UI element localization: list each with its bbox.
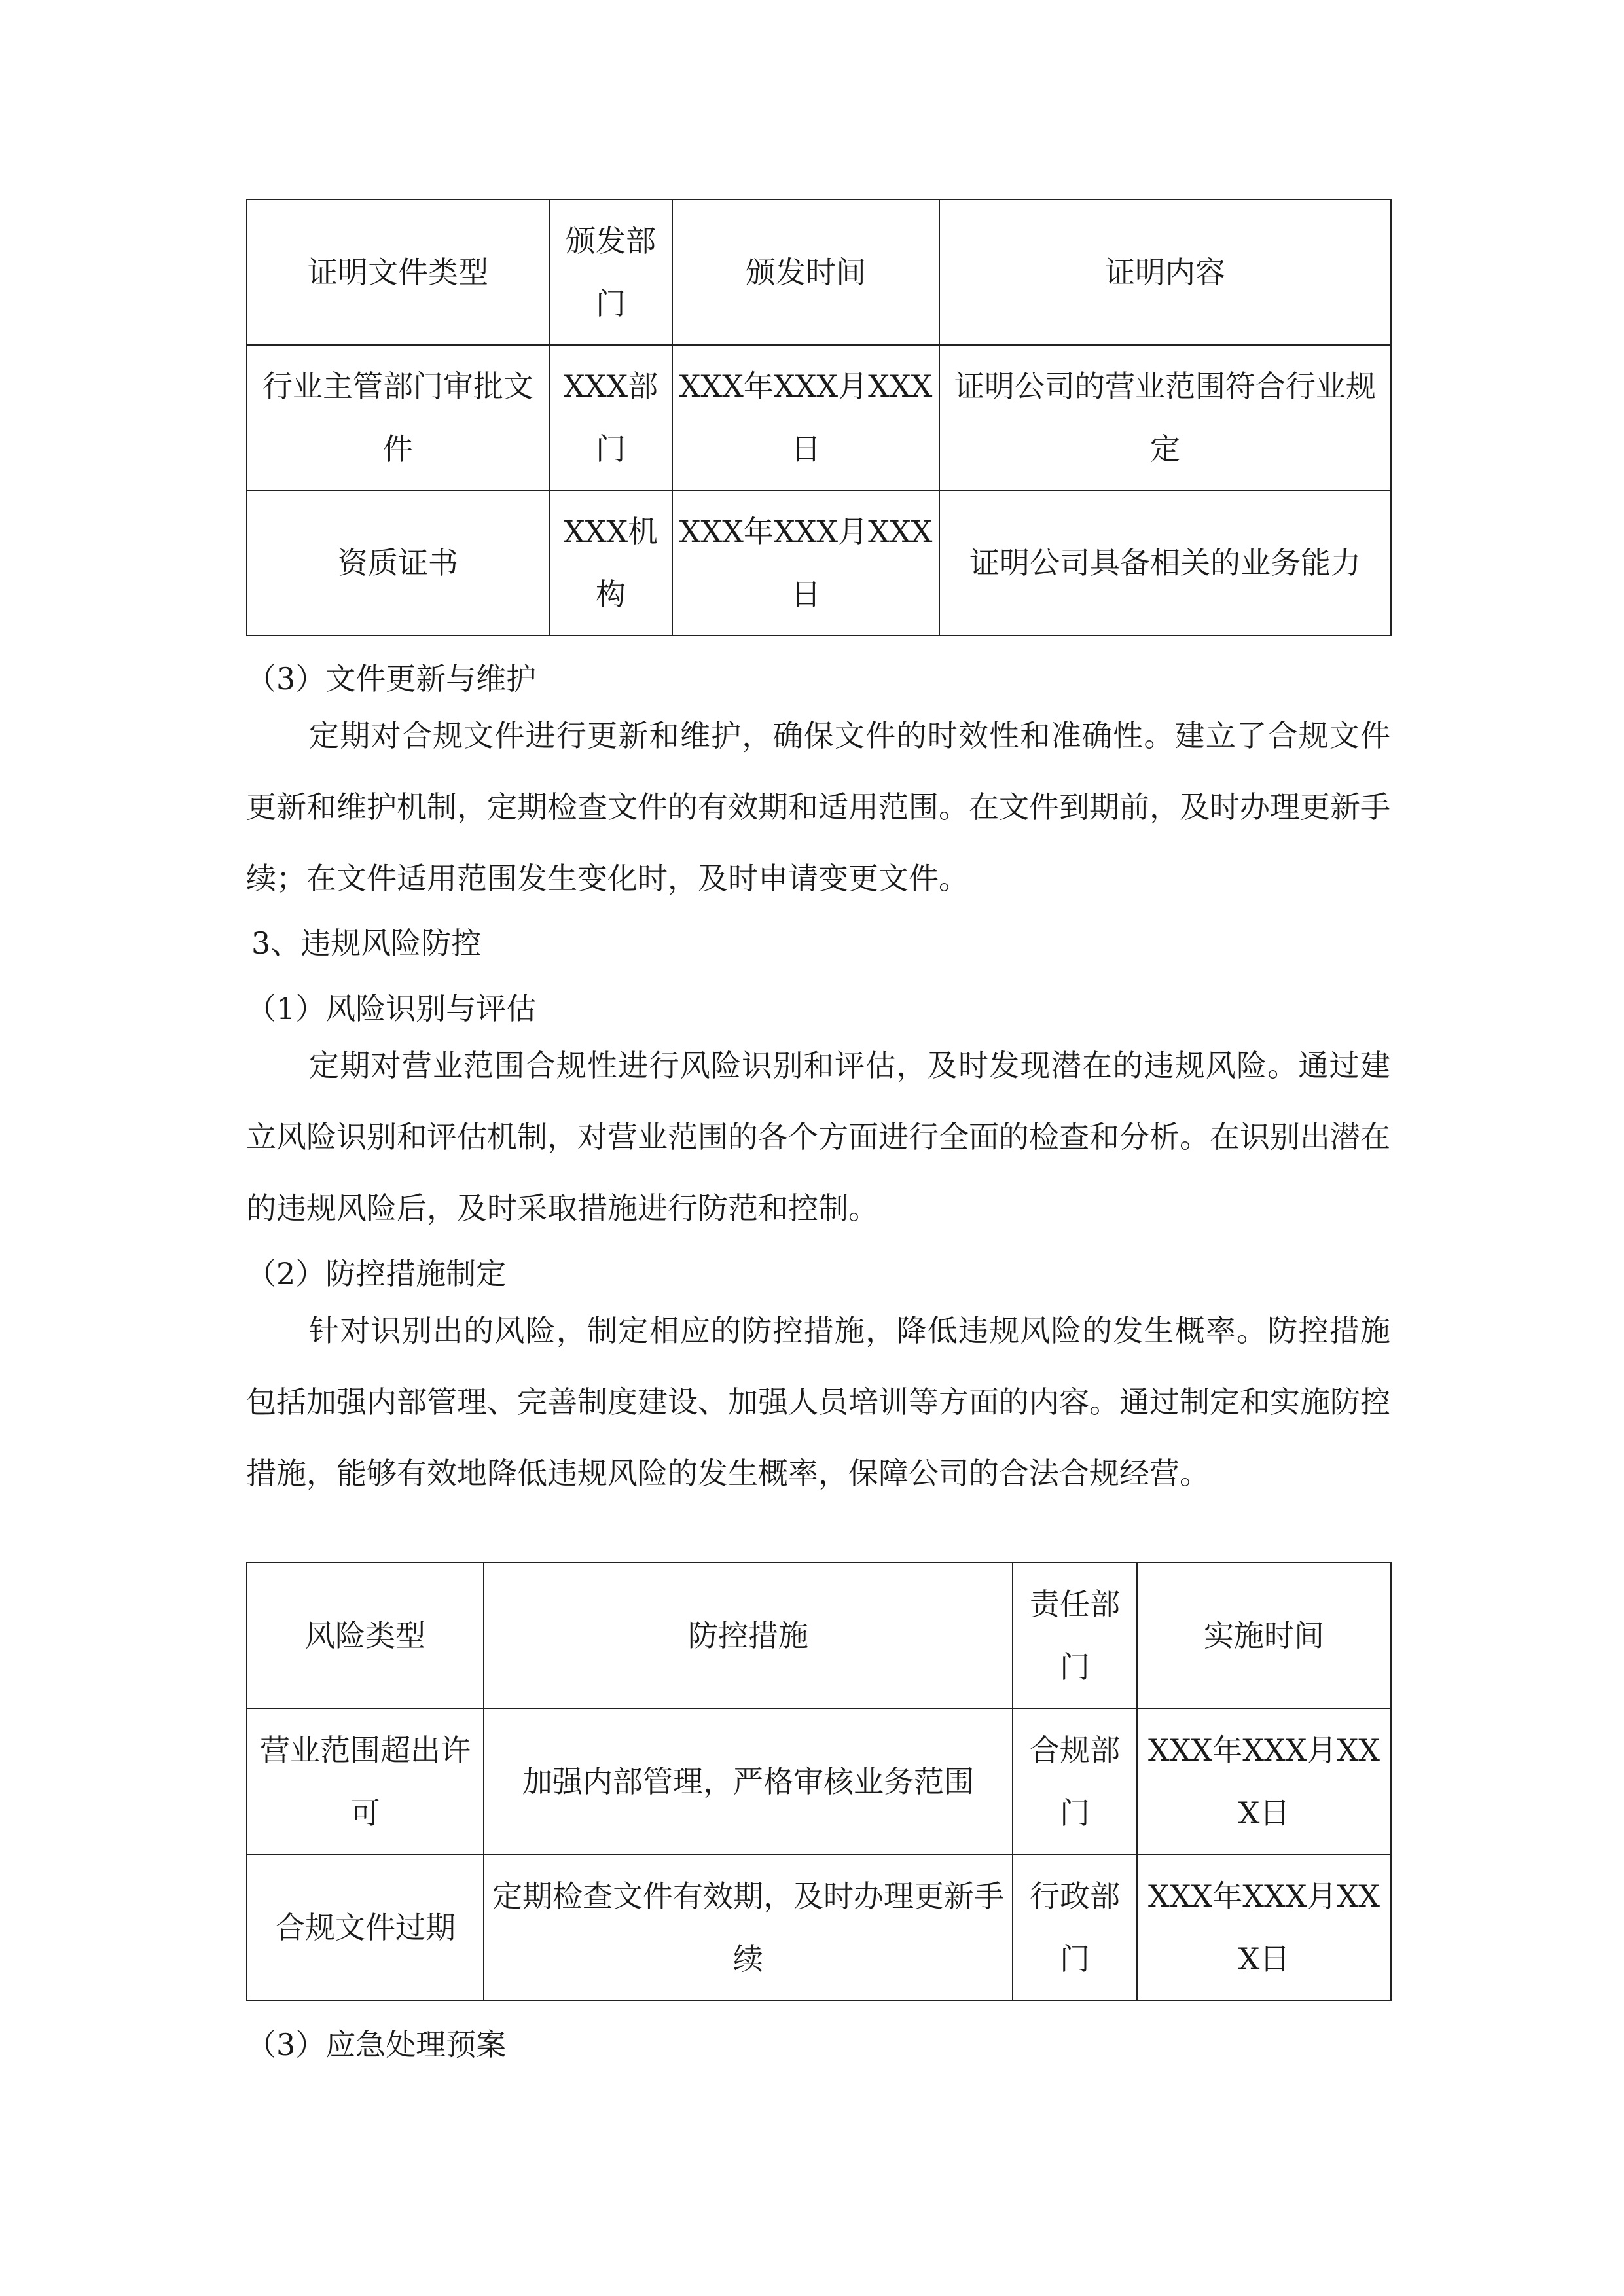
table-row	[247, 1854, 1391, 2000]
table-cell: XXX机构	[549, 490, 672, 636]
table-cell: 行政部门	[1013, 1854, 1137, 2000]
paragraph-control-measures: 针对识别出的风险，制定相应的防控措施，降低违规风险的发生概率。防控措施包括加强内部管理、完善制度建设、加强人员培训等方面的内容。通过制定和实施防控措施，能够有效地降低违规风险的发生概率，保障公司的合法合规经营。	[246, 1313, 1390, 1491]
table-cell: 营业范围超出许可	[247, 1708, 484, 1854]
table-cell: XXX年XXX月XXX日	[1137, 1854, 1391, 2000]
subsection-title-risk-identification: （1）风险识别与评估	[246, 991, 537, 1026]
table-header-row	[247, 200, 1391, 345]
section-title-risk-control: 3、违规风险防控	[251, 925, 482, 961]
paragraph-file-update: 定期对合规文件进行更新和维护，确保文件的时效性和准确性。建立了合规文件更新和维护机制，定期检查文件的有效期和适用范围。在文件到期前，及时办理更新手续；在文件适用范围发生变化时，及时申请变更文件。	[246, 718, 1390, 896]
table-header-cell: 证明内容	[939, 200, 1391, 345]
table-row	[247, 345, 1391, 490]
table-header-row	[247, 1562, 1391, 1708]
table-header-cell: 责任部门	[1013, 1562, 1137, 1708]
table-cell: XXX年XXX月XXX日	[1137, 1708, 1391, 1854]
subsection-title-emergency-plan: （3）应急处理预案	[246, 2027, 507, 2062]
table-cell: XXX年XXX月XXX日	[672, 345, 939, 490]
certificate-table	[246, 199, 1392, 636]
table-row	[247, 490, 1391, 636]
table-cell: 证明公司的营业范围符合行业规定	[939, 345, 1391, 490]
subsection-title-control-measures: （2）防控措施制定	[246, 1256, 507, 1291]
table-cell: 加强内部管理，严格审核业务范围	[484, 1708, 1013, 1854]
table-row	[247, 1708, 1391, 1854]
table-cell: XXX部门	[549, 345, 672, 490]
table-header-cell: 颁发时间	[672, 200, 939, 345]
table-cell: 资质证书	[247, 490, 549, 636]
table-header-cell: 证明文件类型	[247, 200, 549, 345]
table-cell: 行业主管部门审批文件	[247, 345, 549, 490]
subsection-title-file-update: （3）文件更新与维护	[246, 661, 537, 696]
table-cell: 合规部门	[1013, 1708, 1137, 1854]
table-cell: 证明公司具备相关的业务能力	[939, 490, 1391, 636]
risk-control-table	[246, 1562, 1392, 2001]
table-header-cell: 实施时间	[1137, 1562, 1391, 1708]
table-header-cell: 防控措施	[484, 1562, 1013, 1708]
table-header-cell: 风险类型	[247, 1562, 484, 1708]
table-cell: 合规文件过期	[247, 1854, 484, 2000]
paragraph-risk-identification: 定期对营业范围合规性进行风险识别和评估，及时发现潜在的违规风险。通过建立风险识别和评估机制，对营业范围的各个方面进行全面的检查和分析。在识别出潜在的违规风险后，及时采取措施进行防范和控制。	[246, 1048, 1390, 1226]
table-header-cell: 颁发部门	[549, 200, 672, 345]
table-cell: XXX年XXX月XXX日	[672, 490, 939, 636]
table-cell: 定期检查文件有效期，及时办理更新手续	[484, 1854, 1013, 2000]
